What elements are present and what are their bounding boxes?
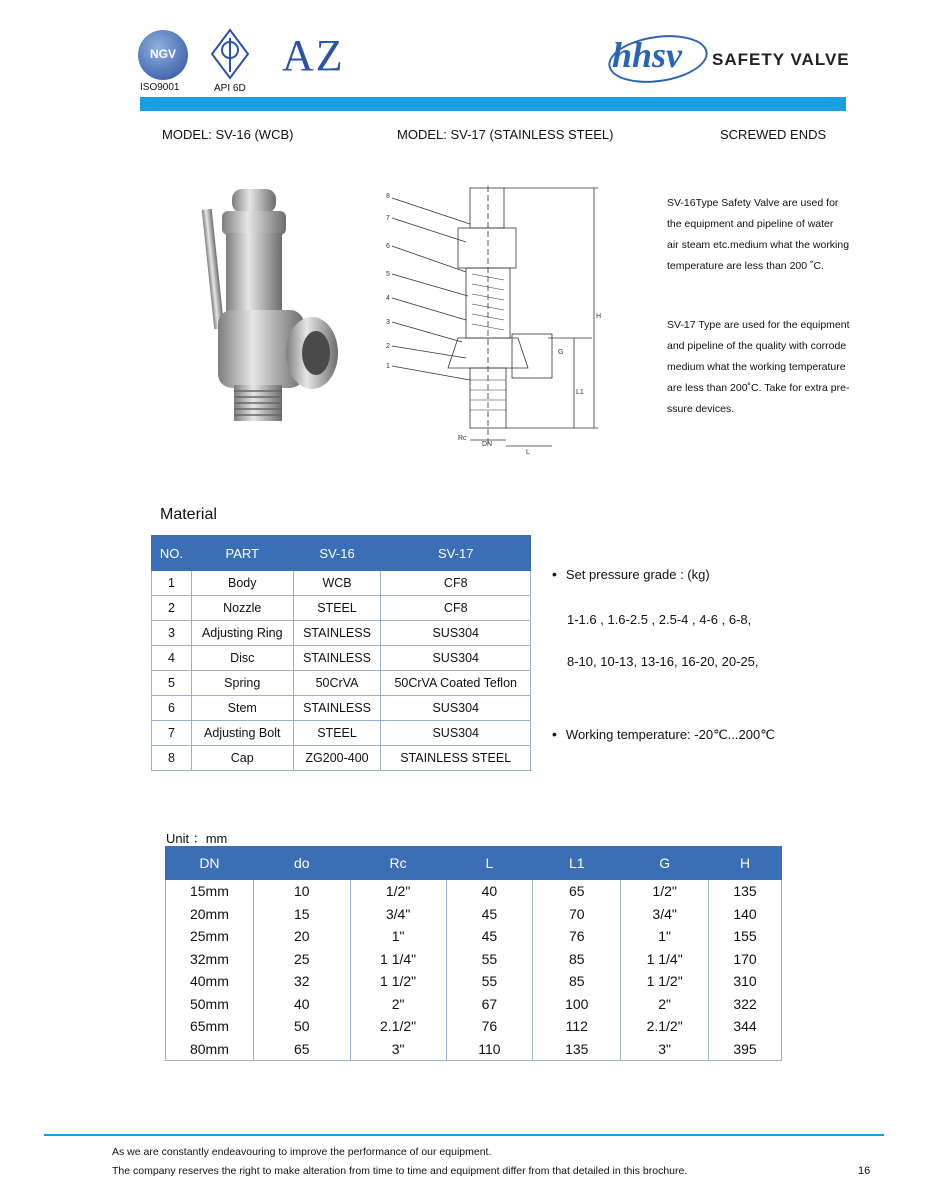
az-logo: AZ: [282, 31, 345, 80]
model-sv17: MODEL: SV-17 (STAINLESS STEEL): [397, 127, 614, 142]
accent-bar: [140, 97, 846, 111]
header-l: L: [446, 847, 533, 880]
pressure-grade-label: • Set pressure grade : (kg): [552, 566, 710, 582]
svg-text:4: 4: [386, 295, 390, 302]
svg-text:7: 7: [386, 215, 390, 222]
brand-title: SAFETY VALVE: [712, 50, 850, 69]
table-row: 7 Adjusting Bolt STEEL SUS304: [152, 721, 531, 746]
header-part: PART: [191, 536, 293, 571]
unit-label: Unit ：mm: [166, 831, 228, 846]
table-row: 1 Body WCB CF8: [152, 571, 531, 596]
screwed-ends-label: SCREWED ENDS: [720, 127, 827, 142]
header-sv17: SV-17: [381, 536, 531, 571]
svg-text:2: 2: [386, 343, 390, 350]
table-row: 5 Spring 50CrVA 50CrVA Coated Teflon: [152, 671, 531, 696]
material-title: Material: [160, 506, 217, 523]
model-sv16: MODEL: SV-16 (WCB): [162, 127, 294, 142]
sv17-description: SV-17 Type are used for the equipment and pipeline of the quality with corrode medium what the working temperature are less than 200˚C. Take for extra pre- ssure devices.: [667, 319, 850, 415]
header-dn: DN: [166, 847, 254, 880]
svg-text:H: H: [596, 313, 602, 320]
svg-text:1: 1: [386, 363, 390, 370]
brand-logo: hhsv: [612, 35, 683, 75]
svg-text:DN: DN: [482, 441, 493, 448]
api-label: API 6D: [214, 83, 246, 94]
table-row: 65mm 50 2.1/2" 76 112 2.1/2" 344: [166, 1015, 782, 1038]
table-row: 20mm 15 3/4" 45 70 3/4" 140: [166, 903, 782, 926]
valve-section-drawing: [362, 184, 607, 456]
svg-text:L1: L1: [576, 389, 584, 396]
svg-text:8: 8: [386, 193, 390, 200]
dimensions-table: [165, 846, 782, 1061]
table-row: 3 Adjusting Ring STAINLESS SUS304: [152, 621, 531, 646]
footer-line-2: The company reserves the right to make alteration from time to time and equipment differ from that detailed in this brochure.: [112, 1165, 688, 1177]
table-row: 2 Nozzle STEEL CF8: [152, 596, 531, 621]
header-l1: L1: [533, 847, 621, 880]
pressure-grades-line1: 1-1.6 , 1.6-2.5 , 2.5-4 , 4-6 , 6-8,: [567, 612, 752, 627]
header-rc: Rc: [350, 847, 446, 880]
header-h: H: [709, 847, 782, 880]
table-row: 32mm 25 1 1/4" 55 85 1 1/4" 170: [166, 948, 782, 971]
svg-text:3: 3: [386, 319, 390, 326]
table-row: 50mm 40 2" 67 100 2" 322: [166, 993, 782, 1016]
table-row: 40mm 32 1 1/2" 55 85 1 1/2" 310: [166, 970, 782, 993]
page-number: 16: [858, 1165, 871, 1177]
svg-text:Rc: Rc: [458, 435, 467, 442]
table-row: 80mm 65 3" 110 135 3" 395: [166, 1038, 782, 1061]
table-row: 6 Stem STAINLESS SUS304: [152, 696, 531, 721]
svg-text:5: 5: [386, 271, 390, 278]
header-do: do: [253, 847, 350, 880]
svg-text:6: 6: [386, 243, 390, 250]
footer-divider: [44, 1134, 884, 1136]
table-row: 25mm 20 1" 45 76 1" 155: [166, 925, 782, 948]
material-table: [151, 535, 531, 771]
pressure-grades-line2: 8-10, 10-13, 13-16, 16-20, 20-25,: [567, 654, 759, 669]
table-row: 8 Cap ZG200-400 STAINLESS STEEL: [152, 746, 531, 771]
header-sv16: SV-16: [293, 536, 381, 571]
table-row: 15mm 10 1/2" 40 65 1/2" 135: [166, 880, 782, 903]
iso-badge-logo: NGV: [138, 30, 188, 80]
header-g: G: [621, 847, 709, 880]
svg-text:L: L: [526, 449, 530, 456]
sv16-description: SV-16Type Safety Valve are used for the equipment and pipeline of water air steam etc.medium what the working temperature are less than 200 ˚C.: [667, 197, 850, 272]
svg-text:G: G: [558, 349, 564, 356]
header-no: NO.: [152, 536, 192, 571]
table-row: 4 Disc STAINLESS SUS304: [152, 646, 531, 671]
api-monogram-logo: [210, 28, 250, 80]
footer-line-1: As we are constantly endeavouring to improve the performance of our equipment.: [112, 1146, 492, 1158]
iso-label: ISO9001: [140, 82, 180, 93]
working-temperature: • Working temperature: -20℃...200℃: [552, 726, 775, 743]
valve-photo: [200, 185, 340, 435]
